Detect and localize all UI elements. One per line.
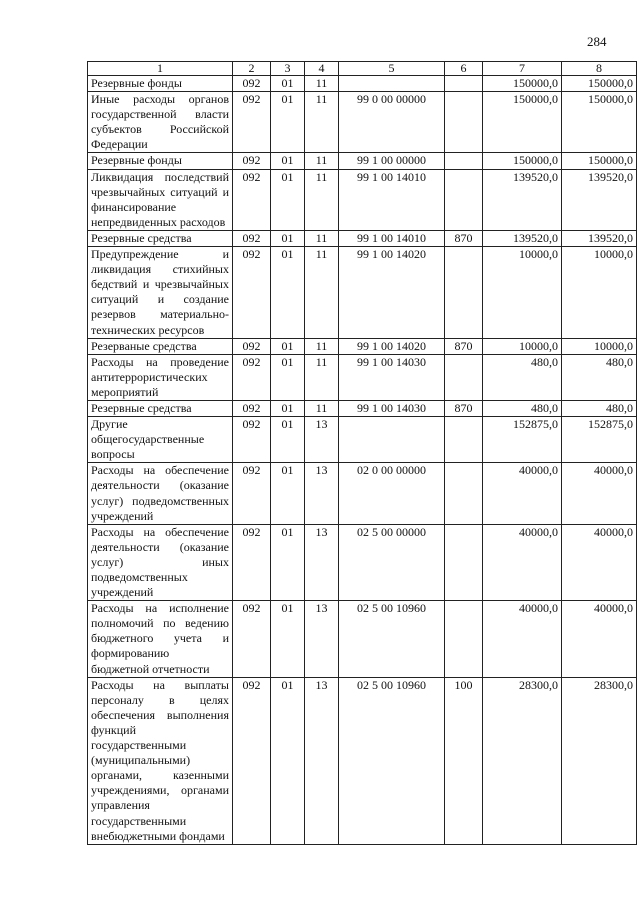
row-section-code: 01 — [271, 230, 305, 246]
row-amount-year2: 40000,0 — [562, 463, 637, 524]
row-section-code: 01 — [271, 92, 305, 153]
budget-table — [87, 61, 637, 845]
row-amount-year1: 10000,0 — [483, 247, 562, 339]
row-description: Иные расходы органов государственной власти субъектов Российской Федерации — [88, 92, 233, 153]
row-amount-year1: 139520,0 — [483, 169, 562, 230]
row-amount-year1: 40000,0 — [483, 601, 562, 677]
row-section-code: 01 — [271, 76, 305, 92]
row-amount-year1: 150000,0 — [483, 153, 562, 169]
row-amount-year2: 40000,0 — [562, 524, 637, 600]
row-admin-code: 092 — [233, 153, 271, 169]
row-amount-year1: 40000,0 — [483, 524, 562, 600]
table-row — [88, 153, 637, 169]
row-target-article: 02 0 00 00000 — [339, 463, 445, 524]
row-description: Резервные фонды — [88, 76, 233, 92]
row-subsection-code: 13 — [305, 601, 339, 677]
row-expense-type — [445, 76, 483, 92]
table-row — [88, 677, 637, 844]
row-amount-year1: 139520,0 — [483, 230, 562, 246]
row-section-code: 01 — [271, 677, 305, 844]
table-row — [88, 338, 637, 354]
row-admin-code: 092 — [233, 76, 271, 92]
row-subsection-code: 11 — [305, 169, 339, 230]
row-amount-year2: 150000,0 — [562, 76, 637, 92]
row-amount-year1: 40000,0 — [483, 463, 562, 524]
row-subsection-code: 11 — [305, 76, 339, 92]
row-target-article: 99 1 00 14030 — [339, 400, 445, 416]
row-target-article: 99 1 00 14020 — [339, 247, 445, 339]
row-admin-code: 092 — [233, 338, 271, 354]
column-header: 6 — [445, 62, 483, 76]
row-admin-code: 092 — [233, 677, 271, 844]
row-amount-year2: 150000,0 — [562, 153, 637, 169]
row-section-code: 01 — [271, 417, 305, 463]
row-amount-year2: 480,0 — [562, 400, 637, 416]
row-amount-year2: 150000,0 — [562, 92, 637, 153]
row-expense-type — [445, 417, 483, 463]
row-description: Расходы на исполнение полномочий по ведению бюджетного учета и формированию бюджетной отчетности — [88, 601, 233, 677]
row-amount-year1: 480,0 — [483, 354, 562, 400]
row-amount-year1: 480,0 — [483, 400, 562, 416]
row-expense-type: 870 — [445, 338, 483, 354]
table-row — [88, 76, 637, 92]
row-expense-type — [445, 463, 483, 524]
table-row — [88, 169, 637, 230]
row-subsection-code: 11 — [305, 400, 339, 416]
row-admin-code: 092 — [233, 354, 271, 400]
row-subsection-code: 13 — [305, 677, 339, 844]
column-header: 3 — [271, 62, 305, 76]
table-row — [88, 92, 637, 153]
row-target-article: 99 1 00 14010 — [339, 230, 445, 246]
row-description: Резервные средства — [88, 230, 233, 246]
row-amount-year2: 10000,0 — [562, 247, 637, 339]
row-admin-code: 092 — [233, 463, 271, 524]
row-amount-year2: 152875,0 — [562, 417, 637, 463]
row-subsection-code: 11 — [305, 338, 339, 354]
row-expense-type — [445, 247, 483, 339]
row-description: Расходы на проведение антитеррористических мероприятий — [88, 354, 233, 400]
column-header: 5 — [339, 62, 445, 76]
row-amount-year2: 40000,0 — [562, 601, 637, 677]
row-amount-year1: 150000,0 — [483, 76, 562, 92]
row-expense-type — [445, 354, 483, 400]
row-admin-code: 092 — [233, 601, 271, 677]
table-row — [88, 417, 637, 463]
row-subsection-code: 13 — [305, 524, 339, 600]
row-description: Другие общегосударственные вопросы — [88, 417, 233, 463]
table-row — [88, 354, 637, 400]
row-expense-type: 100 — [445, 677, 483, 844]
row-section-code: 01 — [271, 247, 305, 339]
table-row — [88, 463, 637, 524]
row-amount-year1: 10000,0 — [483, 338, 562, 354]
row-expense-type: 870 — [445, 230, 483, 246]
row-description: Предупреждение и ликвидация стихийных бедствий и чрезвычайных ситуаций и создание резервов материально-технических ресурсов — [88, 247, 233, 339]
row-target-article — [339, 76, 445, 92]
row-admin-code: 092 — [233, 92, 271, 153]
row-target-article: 99 1 00 14030 — [339, 354, 445, 400]
row-subsection-code: 11 — [305, 92, 339, 153]
row-section-code: 01 — [271, 400, 305, 416]
row-subsection-code: 11 — [305, 354, 339, 400]
row-amount-year2: 139520,0 — [562, 230, 637, 246]
column-header: 1 — [88, 62, 233, 76]
row-expense-type: 870 — [445, 400, 483, 416]
row-amount-year1: 152875,0 — [483, 417, 562, 463]
row-description: Резервные средства — [88, 400, 233, 416]
row-subsection-code: 13 — [305, 463, 339, 524]
table-row — [88, 230, 637, 246]
row-amount-year1: 28300,0 — [483, 677, 562, 844]
row-amount-year1: 150000,0 — [483, 92, 562, 153]
row-description: Расходы на обеспечение деятельности (оказание услуг) иных подведомственных учреждений — [88, 524, 233, 600]
row-target-article: 02 5 00 00000 — [339, 524, 445, 600]
row-section-code: 01 — [271, 354, 305, 400]
row-subsection-code: 11 — [305, 230, 339, 246]
row-section-code: 01 — [271, 524, 305, 600]
row-description: Расходы на обеспечение деятельности (оказание услуг) подведомственных учреждений — [88, 463, 233, 524]
row-amount-year2: 139520,0 — [562, 169, 637, 230]
row-amount-year2: 480,0 — [562, 354, 637, 400]
table-row — [88, 524, 637, 600]
table-row — [88, 247, 637, 339]
row-subsection-code: 11 — [305, 247, 339, 339]
column-header: 8 — [562, 62, 637, 76]
page-number: 284 — [587, 34, 607, 49]
column-header: 2 — [233, 62, 271, 76]
row-target-article — [339, 417, 445, 463]
row-amount-year2: 28300,0 — [562, 677, 637, 844]
row-subsection-code: 13 — [305, 417, 339, 463]
row-target-article: 99 1 00 14010 — [339, 169, 445, 230]
row-section-code: 01 — [271, 169, 305, 230]
row-admin-code: 092 — [233, 524, 271, 600]
row-admin-code: 092 — [233, 247, 271, 339]
row-expense-type — [445, 524, 483, 600]
row-amount-year2: 10000,0 — [562, 338, 637, 354]
row-target-article: 99 1 00 00000 — [339, 153, 445, 169]
row-section-code: 01 — [271, 338, 305, 354]
row-admin-code: 092 — [233, 230, 271, 246]
row-target-article: 99 0 00 00000 — [339, 92, 445, 153]
row-expense-type — [445, 169, 483, 230]
row-target-article: 02 5 00 10960 — [339, 601, 445, 677]
row-expense-type — [445, 601, 483, 677]
row-admin-code: 092 — [233, 417, 271, 463]
table-row — [88, 601, 637, 677]
row-admin-code: 092 — [233, 400, 271, 416]
row-description: Резерваные средства — [88, 338, 233, 354]
row-expense-type — [445, 153, 483, 169]
column-header: 7 — [483, 62, 562, 76]
table-header-row — [88, 62, 637, 76]
row-subsection-code: 11 — [305, 153, 339, 169]
row-section-code: 01 — [271, 601, 305, 677]
column-header: 4 — [305, 62, 339, 76]
row-target-article: 02 5 00 10960 — [339, 677, 445, 844]
row-description: Ликвидация последствий чрезвычайных ситуаций и финансирование непредвиденных расходов — [88, 169, 233, 230]
row-target-article: 99 1 00 14020 — [339, 338, 445, 354]
row-description: Расходы на выплаты персоналу в целях обеспечения выполнения функций государственными (муниципальными) органами, казенными учреждениями, органами управления государственными внебюджетными фондами — [88, 677, 233, 844]
table-row — [88, 400, 637, 416]
row-expense-type — [445, 92, 483, 153]
row-section-code: 01 — [271, 463, 305, 524]
row-admin-code: 092 — [233, 169, 271, 230]
row-section-code: 01 — [271, 153, 305, 169]
row-description: Резервные фонды — [88, 153, 233, 169]
